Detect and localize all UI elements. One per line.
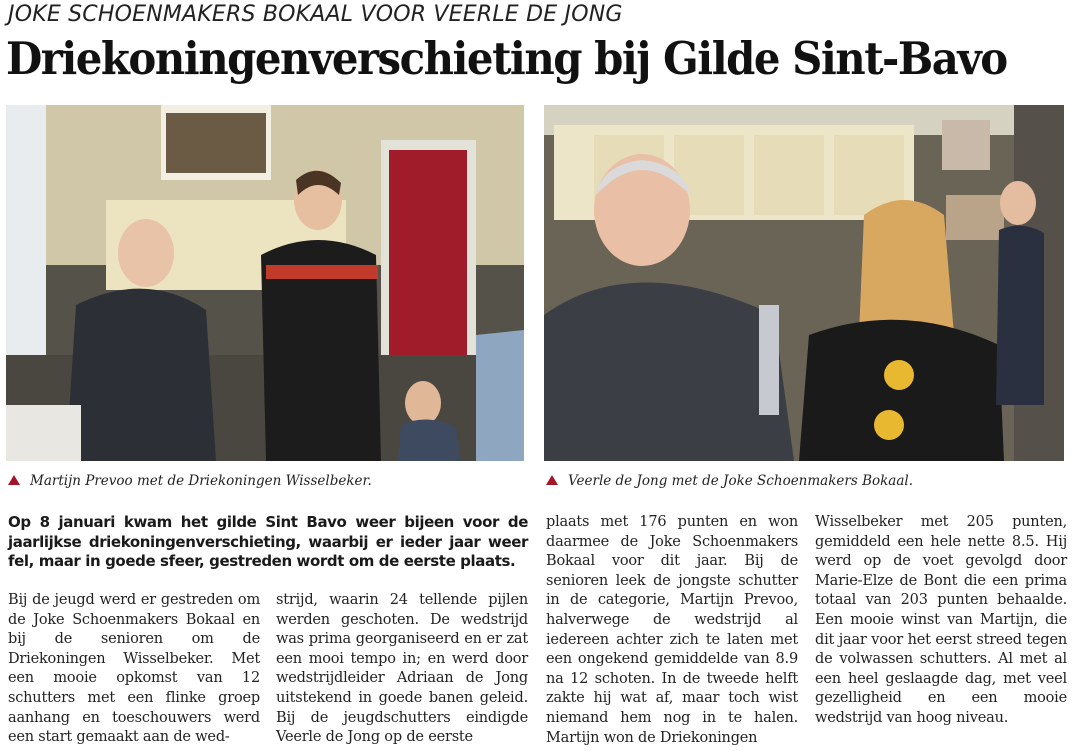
caption-text: Veerle de Jong met de Joke Schoenmakers Bokaal. — [568, 473, 914, 489]
body-column-1: Bij de jeugd werd er gestreden om de Joke Schoenmakers Bokaal en bij de senioren om de Driekoningen Wisselbeker. Met een mooie opkomst van 12 schutters met een flinke groep aanhang en toeschouwers werd een start gemaakt aan de wed- — [8, 592, 260, 746]
kicker: JOKE SCHOENMAKERS BOKAAL VOOR VEERLE DE JONG — [8, 2, 623, 27]
body-column-4: Wisselbeker met 205 punten, gemiddeld een hele nette 8.5. Hij werd op de voet gevolgd door Marie-Elze de Bont die een prima totaal van 203 punten behaalde. Een mooie winst van Martijn, die dit jaar voor het eerst streed tegen de volwassen schutters. Al met al een heel geslaagde dag, met veel gezelligheid en een mooie wedstrijd van hoog niveau. — [815, 514, 1067, 726]
body-column-3: plaats met 176 punten en won daarmee de Joke Schoenmakers Bokaal voor dit jaar. Bij de senioren leek de jongste schutter in de categorie, Martijn Prevoo, halverwege de wedstrijd al iedereen achter zich te laten met een ongekend gemiddelde van 8.9 na 12 schoten. In de tweede helft zakte hij wat af, maar toch wist niemand hem nog in te halen. Martijn won de Driekoningen — [546, 514, 798, 746]
headline: Driekoningenverschieting bij Gilde Sint-Bavo — [6, 32, 1007, 85]
body-column-2: strijd, waarin 24 tellende pijlen werden geschoten. De wedstrijd was prima georganiseerd en er zat een mooi tempo in; en werd door wedstrijdleider Adriaan de Jong uitstekend in goede banen geleid. Bij de jeugdschutters eindigde Veerle de Jong op de eerste — [276, 592, 528, 746]
intro-paragraph: Op 8 januari kwam het gilde Sint Bavo weer bijeen voor de jaarlijkse driekoningenverschieting, waarbij er ieder jaar weer fel, maar in goede sfeer, gestreden wordt om de eerste plaats. — [8, 513, 528, 570]
caption-text: Martijn Prevoo met de Driekoningen Wisselbeker. — [30, 473, 372, 489]
photo-veerle-de-jong — [544, 105, 1064, 461]
photo-caption-2 — [546, 473, 913, 489]
photo-caption-1 — [8, 473, 372, 489]
photo-martijn-prevoo — [6, 105, 524, 461]
caption-triangle-icon — [546, 475, 558, 485]
caption-triangle-icon — [8, 475, 20, 485]
